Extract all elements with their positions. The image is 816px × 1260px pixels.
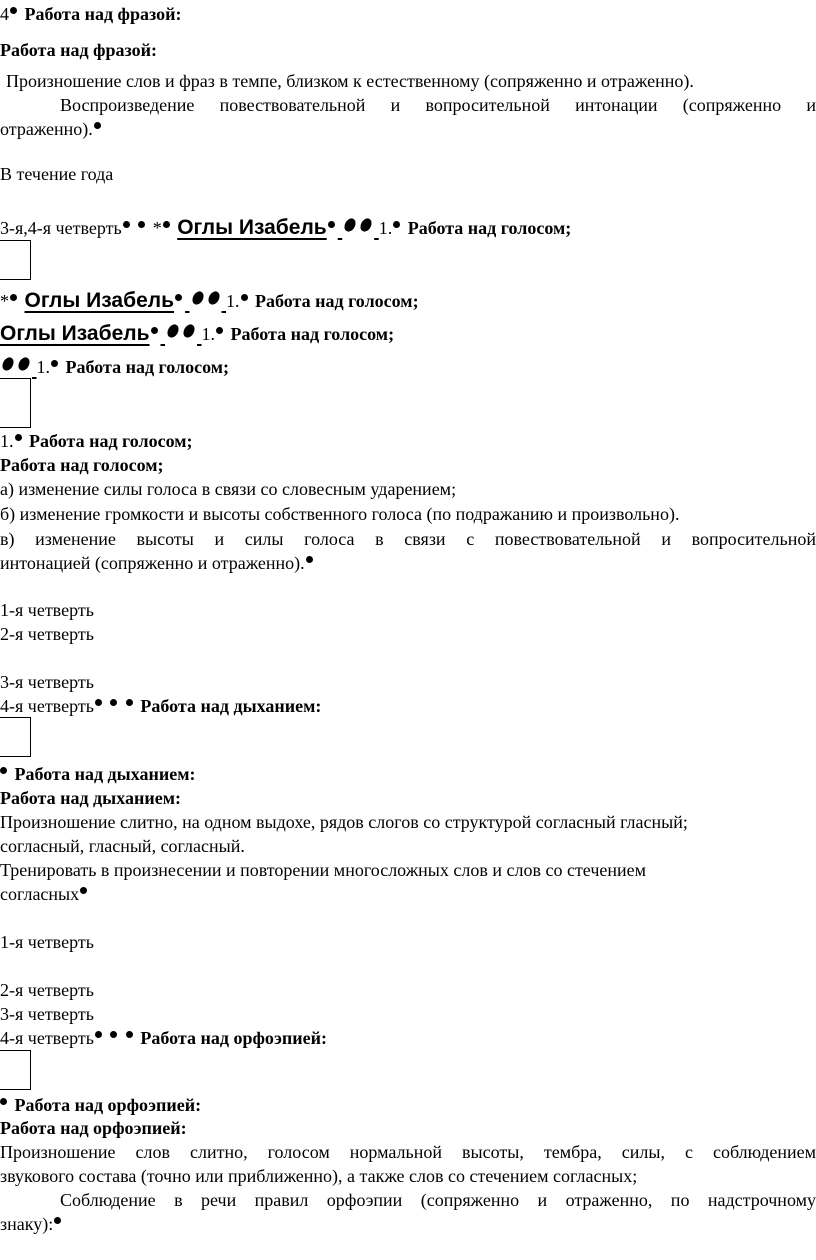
voice-heading: Работа над голосом; bbox=[230, 324, 395, 344]
quarter-label: 4-я четверть bbox=[0, 1028, 94, 1048]
bullet-icon bbox=[151, 327, 158, 334]
ortho-item-2-line1: Соблюдение в речи правил орфоэпии (сопряженно и отраженно, по надстрочному bbox=[60, 1190, 816, 1210]
bullet-icon bbox=[110, 1031, 117, 1038]
phrase-item-2-line1: Воспроизведение повествовательной и вопросительной интонации (сопряженно и bbox=[60, 95, 816, 115]
bullet-icon bbox=[138, 221, 145, 228]
bullet-icon bbox=[123, 221, 130, 228]
quarter-2: 2-я четверть bbox=[0, 624, 94, 644]
voice-item-c-line1: в) изменение высоты и силы голоса в связи с повествовательной и вопросительной bbox=[0, 529, 816, 549]
empty-box bbox=[0, 240, 31, 280]
phrase-item-2-line2 bbox=[0, 117, 816, 141]
author-name: Оглы Изабель bbox=[0, 322, 150, 345]
bullet-icon bbox=[358, 216, 374, 233]
voice-item-a: а) изменение силы голоса в связи со словесным ударением; bbox=[0, 479, 457, 499]
bullet-icon bbox=[306, 556, 313, 563]
empty-box bbox=[0, 1050, 31, 1090]
section-number: 4 bbox=[0, 4, 9, 24]
quarter-1: 1-я четверть bbox=[0, 600, 94, 620]
breath-heading: Работа над дыханием: bbox=[14, 764, 196, 784]
voice-heading-line bbox=[0, 429, 816, 453]
quarter-label: 4-я четверть bbox=[0, 696, 94, 716]
item-number: 1. bbox=[226, 291, 240, 311]
breath-heading: Работа над дыханием: bbox=[140, 696, 322, 716]
asterisk: * bbox=[152, 218, 162, 238]
bullet-icon bbox=[206, 289, 222, 306]
phrase-item-1: Произношение слов и фраз в темпе, близком к естественному (сопряженно и отраженно). bbox=[6, 71, 694, 91]
bullet-icon bbox=[393, 221, 400, 228]
author-name: Оглы Изабель bbox=[24, 289, 175, 312]
author-name: Оглы Изабель bbox=[177, 216, 327, 239]
bullet-icon bbox=[163, 221, 170, 228]
item-number: 1. bbox=[36, 357, 50, 377]
ortho-item-1-line2: звукового состава (точно или приближенно), а также слов со стечением согласных; bbox=[0, 1166, 638, 1186]
voice-item-b: б) изменение громкости и высоты собственного голоса (по подражанию и произвольно). bbox=[0, 504, 680, 524]
bullet-icon bbox=[95, 699, 102, 706]
ortho-item-1-line1: Произношение слов слитно, голосом нормальной высоты, тембра, силы, с соблюдением bbox=[0, 1142, 816, 1162]
bullet-icon bbox=[10, 294, 17, 301]
bullet-icon bbox=[15, 434, 22, 441]
phrase-item-2-text: отраженно). bbox=[0, 119, 93, 139]
bullet-icon bbox=[110, 699, 117, 706]
breath-heading-repeat: Работа над дыханием: bbox=[0, 788, 181, 808]
voice-heading-repeat: Работа над голосом; bbox=[0, 455, 164, 475]
ortho-heading: Работа над орфоэпией: bbox=[14, 1095, 202, 1115]
bullet-icon bbox=[95, 1031, 102, 1038]
quarter-3-b: 3-я четверть bbox=[0, 1004, 94, 1024]
quarter-author-line bbox=[0, 216, 816, 240]
voice-heading: Работа над голосом; bbox=[29, 431, 193, 451]
empty-box bbox=[0, 378, 31, 428]
voice-item-c-text: интонацией (сопряженно и отраженно). bbox=[0, 553, 305, 573]
breath-item-2-line1: Тренировать в произнесении и повторении многосложных слов и слов со стечением bbox=[0, 860, 647, 880]
bullet-icon bbox=[16, 355, 32, 372]
breath-item-1-line1: Произношение слитно, на одном выдохе, рядов слогов со структурой согласный гласный; bbox=[0, 812, 688, 832]
ortho-heading-line bbox=[0, 1093, 816, 1117]
bullet-icon bbox=[241, 294, 248, 301]
bullet-icon bbox=[342, 216, 358, 233]
bullet-icon bbox=[181, 322, 197, 339]
ortho-heading: Работа над орфоэпией: bbox=[140, 1028, 328, 1048]
author-line-4 bbox=[0, 355, 816, 379]
item-number: 1. bbox=[0, 431, 14, 451]
quarter-1-b: 1-я четверть bbox=[0, 932, 94, 952]
author-line-2 bbox=[0, 289, 816, 313]
quarter-2-b: 2-я четверть bbox=[0, 980, 94, 1000]
bullet-icon bbox=[165, 322, 181, 339]
bullet-icon bbox=[94, 122, 101, 129]
bullet-icon bbox=[0, 1098, 7, 1105]
bullet-icon bbox=[328, 221, 335, 228]
bullet-icon bbox=[51, 360, 58, 367]
breath-item-2-line2 bbox=[0, 882, 816, 906]
phrase-heading-repeat: Работа над фразой: bbox=[0, 40, 158, 60]
voice-heading: Работа над голосом; bbox=[65, 357, 230, 377]
empty-box bbox=[0, 717, 31, 757]
breath-heading-line bbox=[0, 762, 816, 786]
bullet-icon bbox=[80, 887, 87, 894]
ortho-heading-repeat: Работа над орфоэпией: bbox=[0, 1118, 187, 1138]
bullet-icon bbox=[216, 327, 223, 334]
bullet-icon bbox=[175, 294, 182, 301]
voice-item-c-line2 bbox=[0, 551, 816, 575]
bullet-icon bbox=[10, 7, 17, 14]
voice-heading: Работа над голосом; bbox=[255, 291, 419, 311]
bullet-icon bbox=[0, 355, 16, 372]
bullet-icon bbox=[190, 289, 206, 306]
ortho-item-2-line2 bbox=[0, 1212, 816, 1236]
bullet-icon bbox=[126, 1031, 133, 1038]
bullet-icon bbox=[126, 699, 133, 706]
during-year: В течение года bbox=[0, 164, 114, 184]
quarter-3: 3-я четверть bbox=[0, 672, 94, 692]
bullet-icon bbox=[0, 767, 7, 774]
author-line-3 bbox=[0, 322, 816, 346]
breath-item-1-line2: согласный, гласный, согласный. bbox=[0, 836, 245, 856]
bullet-icon bbox=[54, 1217, 61, 1224]
quarter-label: 3-я,4-я четверть bbox=[0, 218, 122, 238]
quarter-4-breath-line bbox=[0, 694, 816, 718]
asterisk: * bbox=[0, 291, 9, 311]
phrase-heading-line bbox=[0, 2, 816, 26]
item-number: 1. bbox=[378, 218, 393, 238]
quarter-4-ortho-line bbox=[0, 1026, 816, 1050]
voice-heading: Работа над голосом; bbox=[407, 218, 572, 238]
breath-item-2-text: согласных bbox=[0, 884, 80, 904]
item-number: 1. bbox=[201, 324, 216, 344]
phrase-heading: Работа над фразой: bbox=[24, 4, 182, 24]
ortho-item-2-text: знаку): bbox=[0, 1214, 54, 1234]
